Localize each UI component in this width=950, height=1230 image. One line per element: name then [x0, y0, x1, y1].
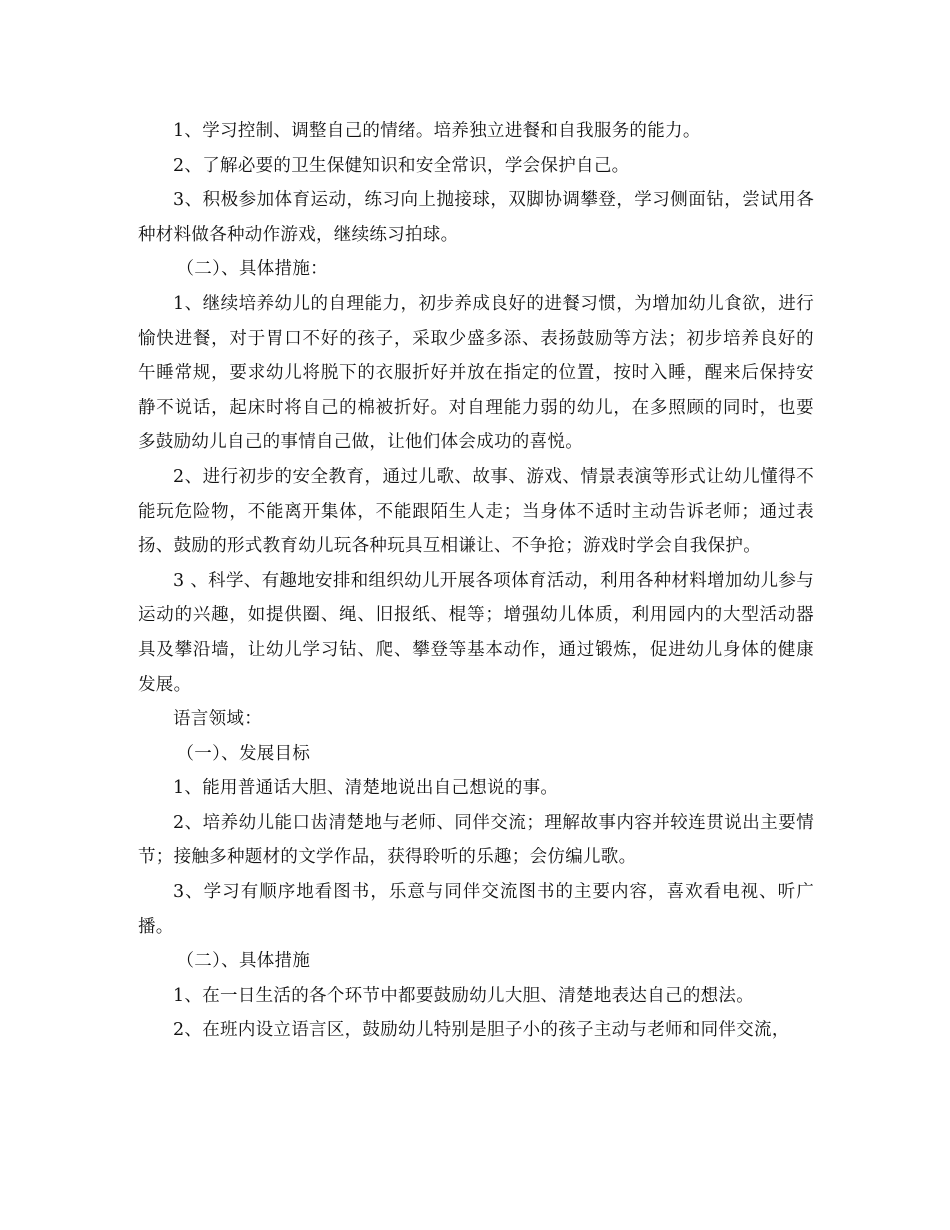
paragraph: 1、学习控制、调整自己的情绪。培养独立进餐和自我服务的能力。	[173, 121, 701, 141]
paragraph: 2、了解必要的卫生保健知识和安全常识，学会保护自己。	[173, 155, 630, 176]
section-heading: （二）、具体措施	[176, 951, 311, 972]
paragraph: 1、在一日生活的各个环节中都要鼓励幼儿大胆、清楚地表达自己的想法。	[173, 985, 755, 1006]
section-heading: （二）、具体措施：	[176, 259, 328, 280]
paragraph: 2、进行初步的安全教育，通过儿歌、故事、游戏、情景表演等形式让幼儿懂得不能玩危险物，不能离开集体，不能跟陌生人走；当身体不适时主动告诉老师；通过表扬、鼓励的形式教育幼儿玩各种玩具互相谦让、不争抢；游戏时学会自我保护。	[138, 466, 814, 557]
paragraph: 1、继续培养幼儿的自理能力，初步养成良好的进餐习惯，为增加幼儿食欲，进行愉快进餐，对于胃口不好的孩子，采取少盛多添、表扬鼓励等方法；初步培养良好的午睡常规，要求幼儿将脱下的衣服折好并放在指定的位置，按时入睡，醒来后保持安静不说话，起床时将自己的棉被折好。对自理能力弱的幼儿，在多照顾的同时，也要多鼓励幼儿自己的事情自己做，让他们体会成功的喜悦。	[138, 293, 814, 453]
paragraph: 1、能用普通话大胆、清楚地说出自己想说的事。	[173, 778, 559, 799]
paragraph: 3 、科学、有趣地安排和组织幼儿开展各项体育活动，利用各种材料增加幼儿参与运动的兴趣，如提供圈、绳、旧报纸、棍等；增强幼儿体质，利用园内的大型活动器具及攀沿墙，让幼儿学习钻、爬、攀登等基本动作，通过锻炼，促进幼儿身体的健康发展。	[138, 570, 814, 695]
paragraph: 2、培养幼儿能口齿清楚地与老师、同伴交流；理解故事内容并较连贯说出主要情节；接触多种题材的文学作品，获得聆听的乐趣；会仿编儿歌。	[138, 812, 814, 868]
section-heading: 语言领域：	[173, 709, 262, 730]
paragraph: 3、学习有顺序地看图书，乐意与同伴交流图书的主要内容，喜欢看电视、听广播。	[138, 882, 814, 937]
document-body	[138, 114, 814, 1048]
section-heading: （一）、发展目标	[176, 743, 311, 764]
paragraph: 3、积极参加体育运动，练习向上抛接球，双脚协调攀登，学习侧面钻，尝试用各种材料做各种动作游戏，继续练习拍球。	[138, 190, 814, 245]
paragraph: 2、在班内设立语言区，鼓励幼儿特别是胆子小的孩子主动与老师和同伴交流，	[173, 1020, 790, 1041]
